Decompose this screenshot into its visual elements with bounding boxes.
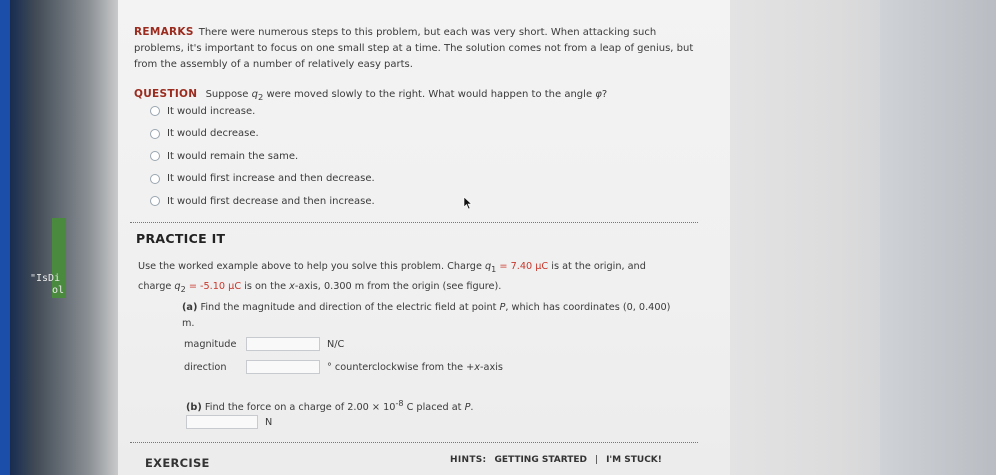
direction-unit-text: ° counterclockwise from the + xyxy=(327,361,475,373)
part-b-label: (b) xyxy=(186,402,202,414)
background-right-column xyxy=(880,0,996,475)
direction-label: direction xyxy=(184,361,227,373)
remarks-label: REMARKS xyxy=(134,26,194,38)
part-a-label: (a) xyxy=(182,302,198,313)
force-input[interactable] xyxy=(186,415,258,429)
part-a-text-2: , which has coordinates (0, 0.400) m. xyxy=(182,302,671,329)
direction-input[interactable] xyxy=(246,360,320,374)
magnitude-input[interactable] xyxy=(246,337,320,351)
intro-text-2: is at the origin, and xyxy=(551,261,646,272)
background-text-fragment xyxy=(30,273,70,313)
remarks-section xyxy=(134,24,694,73)
option-remain-same[interactable] xyxy=(150,145,375,168)
radio-button[interactable] xyxy=(150,151,160,161)
fragment-line-1: "IsDi xyxy=(30,273,61,284)
q1-subscript: 1 xyxy=(491,263,497,274)
part-b-end: . xyxy=(470,402,474,414)
option-label: It would first decrease and then increase. xyxy=(167,195,375,207)
option-decrease-then-increase[interactable] xyxy=(150,190,375,213)
section-divider xyxy=(130,442,698,443)
remarks-text: There were numerous steps to this problem, but each was very short. When attacking such problems, it's important to focus on one small step at a time. The solution comes not from a leap of genius, but from the assembly of a number of relatively easy parts. xyxy=(134,27,694,70)
hints-label: HINTS: xyxy=(450,455,487,465)
option-increase-then-decrease[interactable] xyxy=(150,168,375,191)
direction-unit-text-2: -axis xyxy=(480,361,503,373)
option-increase[interactable] xyxy=(150,100,375,123)
magnitude-row xyxy=(184,336,344,352)
direction-row xyxy=(184,359,503,375)
q2-value: = -5.10 μC xyxy=(188,280,242,292)
part-b-exponent: -8 xyxy=(395,398,404,408)
part-b-text-2: C placed at xyxy=(406,402,462,414)
question-label: QUESTION xyxy=(134,88,198,100)
direction-unit xyxy=(327,362,503,373)
part-b-prompt xyxy=(186,398,474,413)
background-blue-strip xyxy=(0,0,10,475)
part-a-prompt xyxy=(182,300,682,332)
charge-word: charge xyxy=(138,280,172,292)
option-label: It would decrease. xyxy=(167,128,259,140)
exercise-title: EXERCISE xyxy=(145,456,210,470)
practice-it-title: PRACTICE IT xyxy=(136,231,226,246)
intro-text-4: -axis, 0.300 m from the origin (see figure). xyxy=(294,280,502,292)
answer-options xyxy=(150,100,375,213)
question-text-before: Suppose xyxy=(205,89,249,100)
question-end: ? xyxy=(601,89,608,100)
q2-subscript: 2 xyxy=(257,92,264,102)
radio-button[interactable] xyxy=(150,196,160,206)
part-a-text: Find the magnitude and direction of the electric field at point xyxy=(200,302,497,313)
question-text-after: were moved slowly to the right. What would happen to the angle xyxy=(266,89,593,100)
section-divider xyxy=(130,222,698,223)
direction-x-variable: x xyxy=(474,361,481,373)
radio-button[interactable] xyxy=(150,106,160,116)
problem-page xyxy=(118,0,730,475)
option-decrease[interactable] xyxy=(150,123,375,146)
x-axis-variable: x xyxy=(289,280,295,292)
hints-separator: | xyxy=(595,455,599,465)
q2-subscript: 2 xyxy=(180,283,186,294)
mouse-cursor-icon xyxy=(463,196,473,210)
fragment-line-2: ol xyxy=(52,285,65,296)
practice-intro xyxy=(138,258,698,298)
magnitude-unit: N/C xyxy=(327,338,345,350)
intro-text-3: is on the xyxy=(244,280,287,292)
force-unit: N xyxy=(265,416,273,428)
q1-variable: q xyxy=(485,261,492,272)
getting-started-link[interactable]: GETTING STARTED xyxy=(494,455,588,465)
option-label: It would increase. xyxy=(167,105,256,117)
q2-variable: q xyxy=(174,280,181,292)
magnitude-label: magnitude xyxy=(184,338,237,350)
q2-variable: q xyxy=(251,89,258,100)
q1-value: = 7.40 μC xyxy=(499,261,549,272)
angle-symbol: φ xyxy=(595,89,602,100)
part-b-text: Find the force on a charge of 2.00 × 10 xyxy=(204,402,396,414)
hints-bar xyxy=(450,455,662,465)
option-label: It would remain the same. xyxy=(167,150,299,162)
option-label: It would first increase and then decrease. xyxy=(167,173,375,185)
point-p: P xyxy=(499,302,506,313)
force-row xyxy=(186,414,272,430)
intro-text-1: Use the worked example above to help you solve this problem. Charge xyxy=(138,261,482,272)
im-stuck-link[interactable]: I'M STUCK! xyxy=(606,455,662,465)
radio-button[interactable] xyxy=(150,174,160,184)
point-p: P xyxy=(464,402,471,414)
radio-button[interactable] xyxy=(150,129,160,139)
